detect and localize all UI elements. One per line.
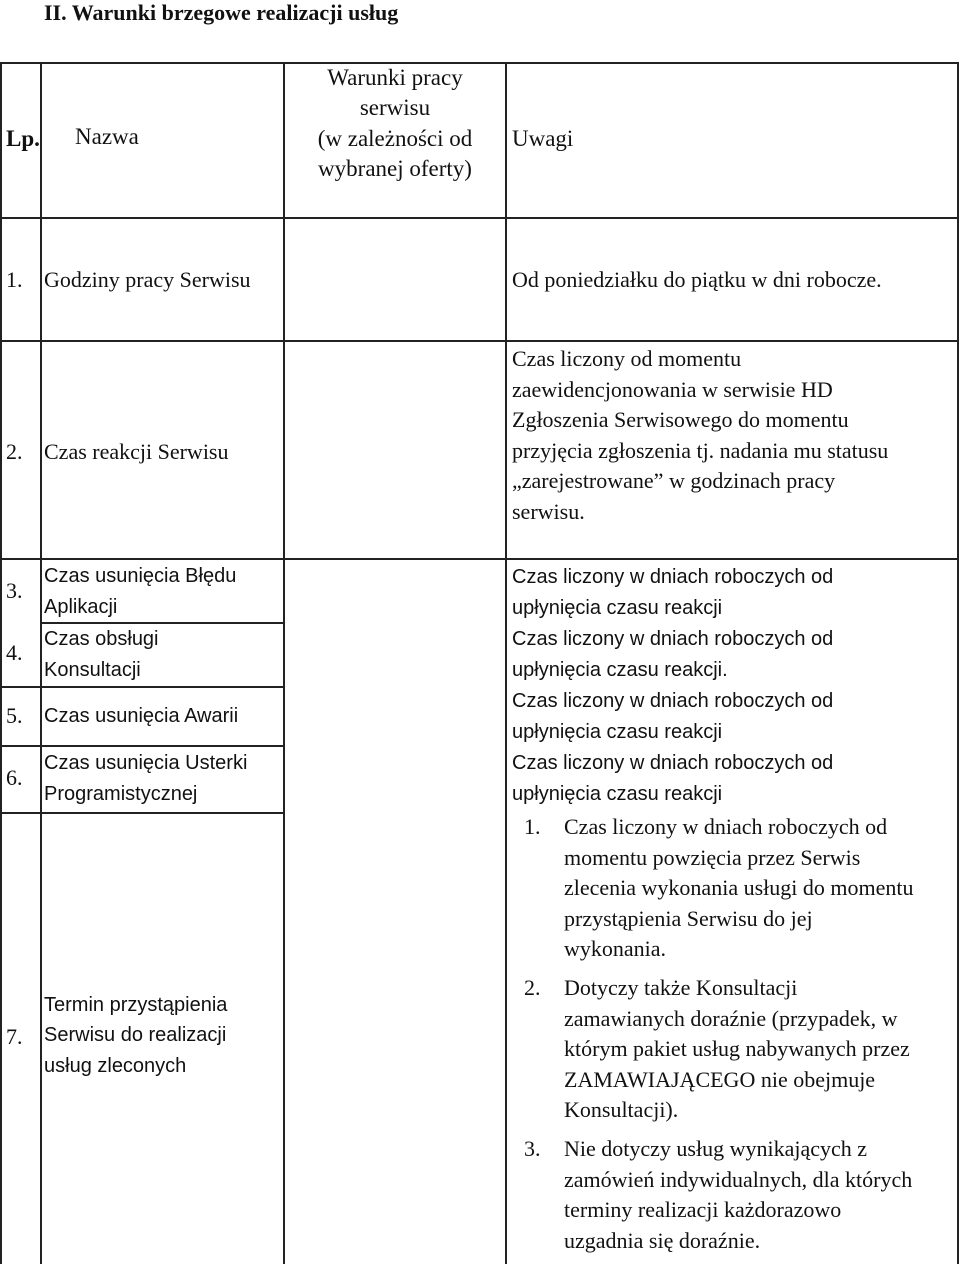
note-line: upłynięcia czasu reakcji xyxy=(512,597,723,619)
column-divider-name-conditions xyxy=(283,62,285,1264)
row-name-line: Czas obsługi xyxy=(44,628,159,650)
list-item-text xyxy=(564,973,958,1126)
row-divider-2 xyxy=(0,558,959,560)
header-conditions-line: (w zależności od xyxy=(317,126,473,151)
list-item-line: wykonania. xyxy=(564,936,667,961)
note-line: upłynięcia czasu reakcji xyxy=(512,783,723,805)
note-line: upłynięcia czasu reakcji. xyxy=(512,659,728,681)
table-border-left xyxy=(0,62,2,1264)
row-name: Czas usunięcia Awarii xyxy=(44,705,239,727)
section-title: II. Warunki brzegowe realizacji usług xyxy=(44,0,399,25)
list-item-line: terminy realizacji każdorazowo xyxy=(564,1197,842,1222)
list-item-line: ZAMAWIAJĄCEGO nie obejmuje xyxy=(564,1066,876,1092)
list-item-line: Dotyczy także Konsultacji xyxy=(564,975,798,1000)
row-number: 6. xyxy=(6,765,23,790)
row-name-line: usług zleconych xyxy=(44,1055,187,1077)
row-name-line: Aplikacji xyxy=(44,596,118,618)
row-name-line: Konsultacji xyxy=(44,659,141,681)
row-number: 1. xyxy=(6,267,23,292)
header-conditions-line: serwisu xyxy=(359,95,431,120)
row-number: 3. xyxy=(6,578,23,603)
header-notes: Uwagi xyxy=(512,126,574,151)
row-name-line: Programistycznej xyxy=(44,783,198,805)
column-divider-lp-name xyxy=(40,62,42,1264)
row-name-line: Serwisu do realizacji xyxy=(44,1024,227,1046)
list-item-number: 1. xyxy=(524,814,541,839)
row-divider-header xyxy=(0,217,959,219)
header-conditions-line: wybranej oferty) xyxy=(318,156,472,181)
header-name: Nazwa xyxy=(75,124,139,149)
row-divider-name-5 xyxy=(0,745,283,747)
row-divider-1 xyxy=(0,340,959,342)
list-item-line: przystąpienia Serwisu do jej xyxy=(564,905,813,931)
note-line: Czas liczony od momentu xyxy=(512,346,742,371)
note-line: Czas liczony w dniach roboczych od xyxy=(512,566,834,588)
row-notes: Od poniedziałku do piątku w dni robocze. xyxy=(512,267,882,292)
header-lp: Lp. xyxy=(6,126,40,151)
row-name-line: Czas usunięcia Błędu xyxy=(44,565,237,587)
note-line: Czas liczony w dniach roboczych od xyxy=(512,690,834,712)
list-item-line: zamówień indywidualnych, dla których xyxy=(564,1166,913,1192)
row-name: Czas reakcji Serwisu xyxy=(44,439,229,464)
list-item-line: zlecenia wykonania usługi do momentu xyxy=(564,875,914,900)
list-item-text xyxy=(564,812,958,965)
row-name-line: Czas usunięcia Usterki xyxy=(44,752,248,774)
list-item-line: Czas liczony w dniach roboczych od xyxy=(564,814,888,839)
row-number: 7. xyxy=(6,1024,23,1049)
list-item-text xyxy=(564,1134,958,1256)
note-line: Czas liczony w dniach roboczych od xyxy=(512,752,834,774)
list-item-line: Nie dotyczy usług wynikających z xyxy=(564,1136,868,1161)
note-line: zaewidencjonowania w serwisie HD xyxy=(512,377,833,402)
note-line: Zgłoszenia Serwisowego do momentu xyxy=(512,407,849,432)
note-line: upłynięcia czasu reakcji xyxy=(512,721,723,743)
list-item-number: 2. xyxy=(524,975,541,1000)
list-item-line: zamawianych doraźnie (przypadek, w xyxy=(564,1005,898,1031)
list-item-line: Konsultacji). xyxy=(564,1097,679,1122)
row-divider-name-6 xyxy=(0,812,283,814)
list-item-line: uzgadnia się doraźnie. xyxy=(564,1227,761,1253)
row-number: 5. xyxy=(6,703,23,728)
row-divider-name-4 xyxy=(0,686,283,688)
row-number: 2. xyxy=(6,439,23,464)
row-name: Godziny pracy Serwisu xyxy=(44,267,251,292)
column-divider-conditions-notes xyxy=(505,62,507,1264)
list-item-line: którym pakiet usług nabywanych przez xyxy=(564,1036,910,1061)
row-name-line: Termin przystąpienia xyxy=(44,994,228,1016)
header-conditions-line: Warunki pracy xyxy=(327,65,463,90)
note-line: przyjęcia zgłoszenia tj. nadania mu statusu xyxy=(512,438,889,463)
list-item-line: momentu powzięcia przez Serwis xyxy=(564,844,861,870)
row-number: 4. xyxy=(6,640,23,665)
list-item-number: 3. xyxy=(524,1136,541,1161)
note-line: Czas liczony w dniach roboczych od xyxy=(512,628,834,650)
note-line: serwisu. xyxy=(512,499,585,524)
note-line: „zarejestrowane” w godzinach pracy xyxy=(512,468,836,493)
